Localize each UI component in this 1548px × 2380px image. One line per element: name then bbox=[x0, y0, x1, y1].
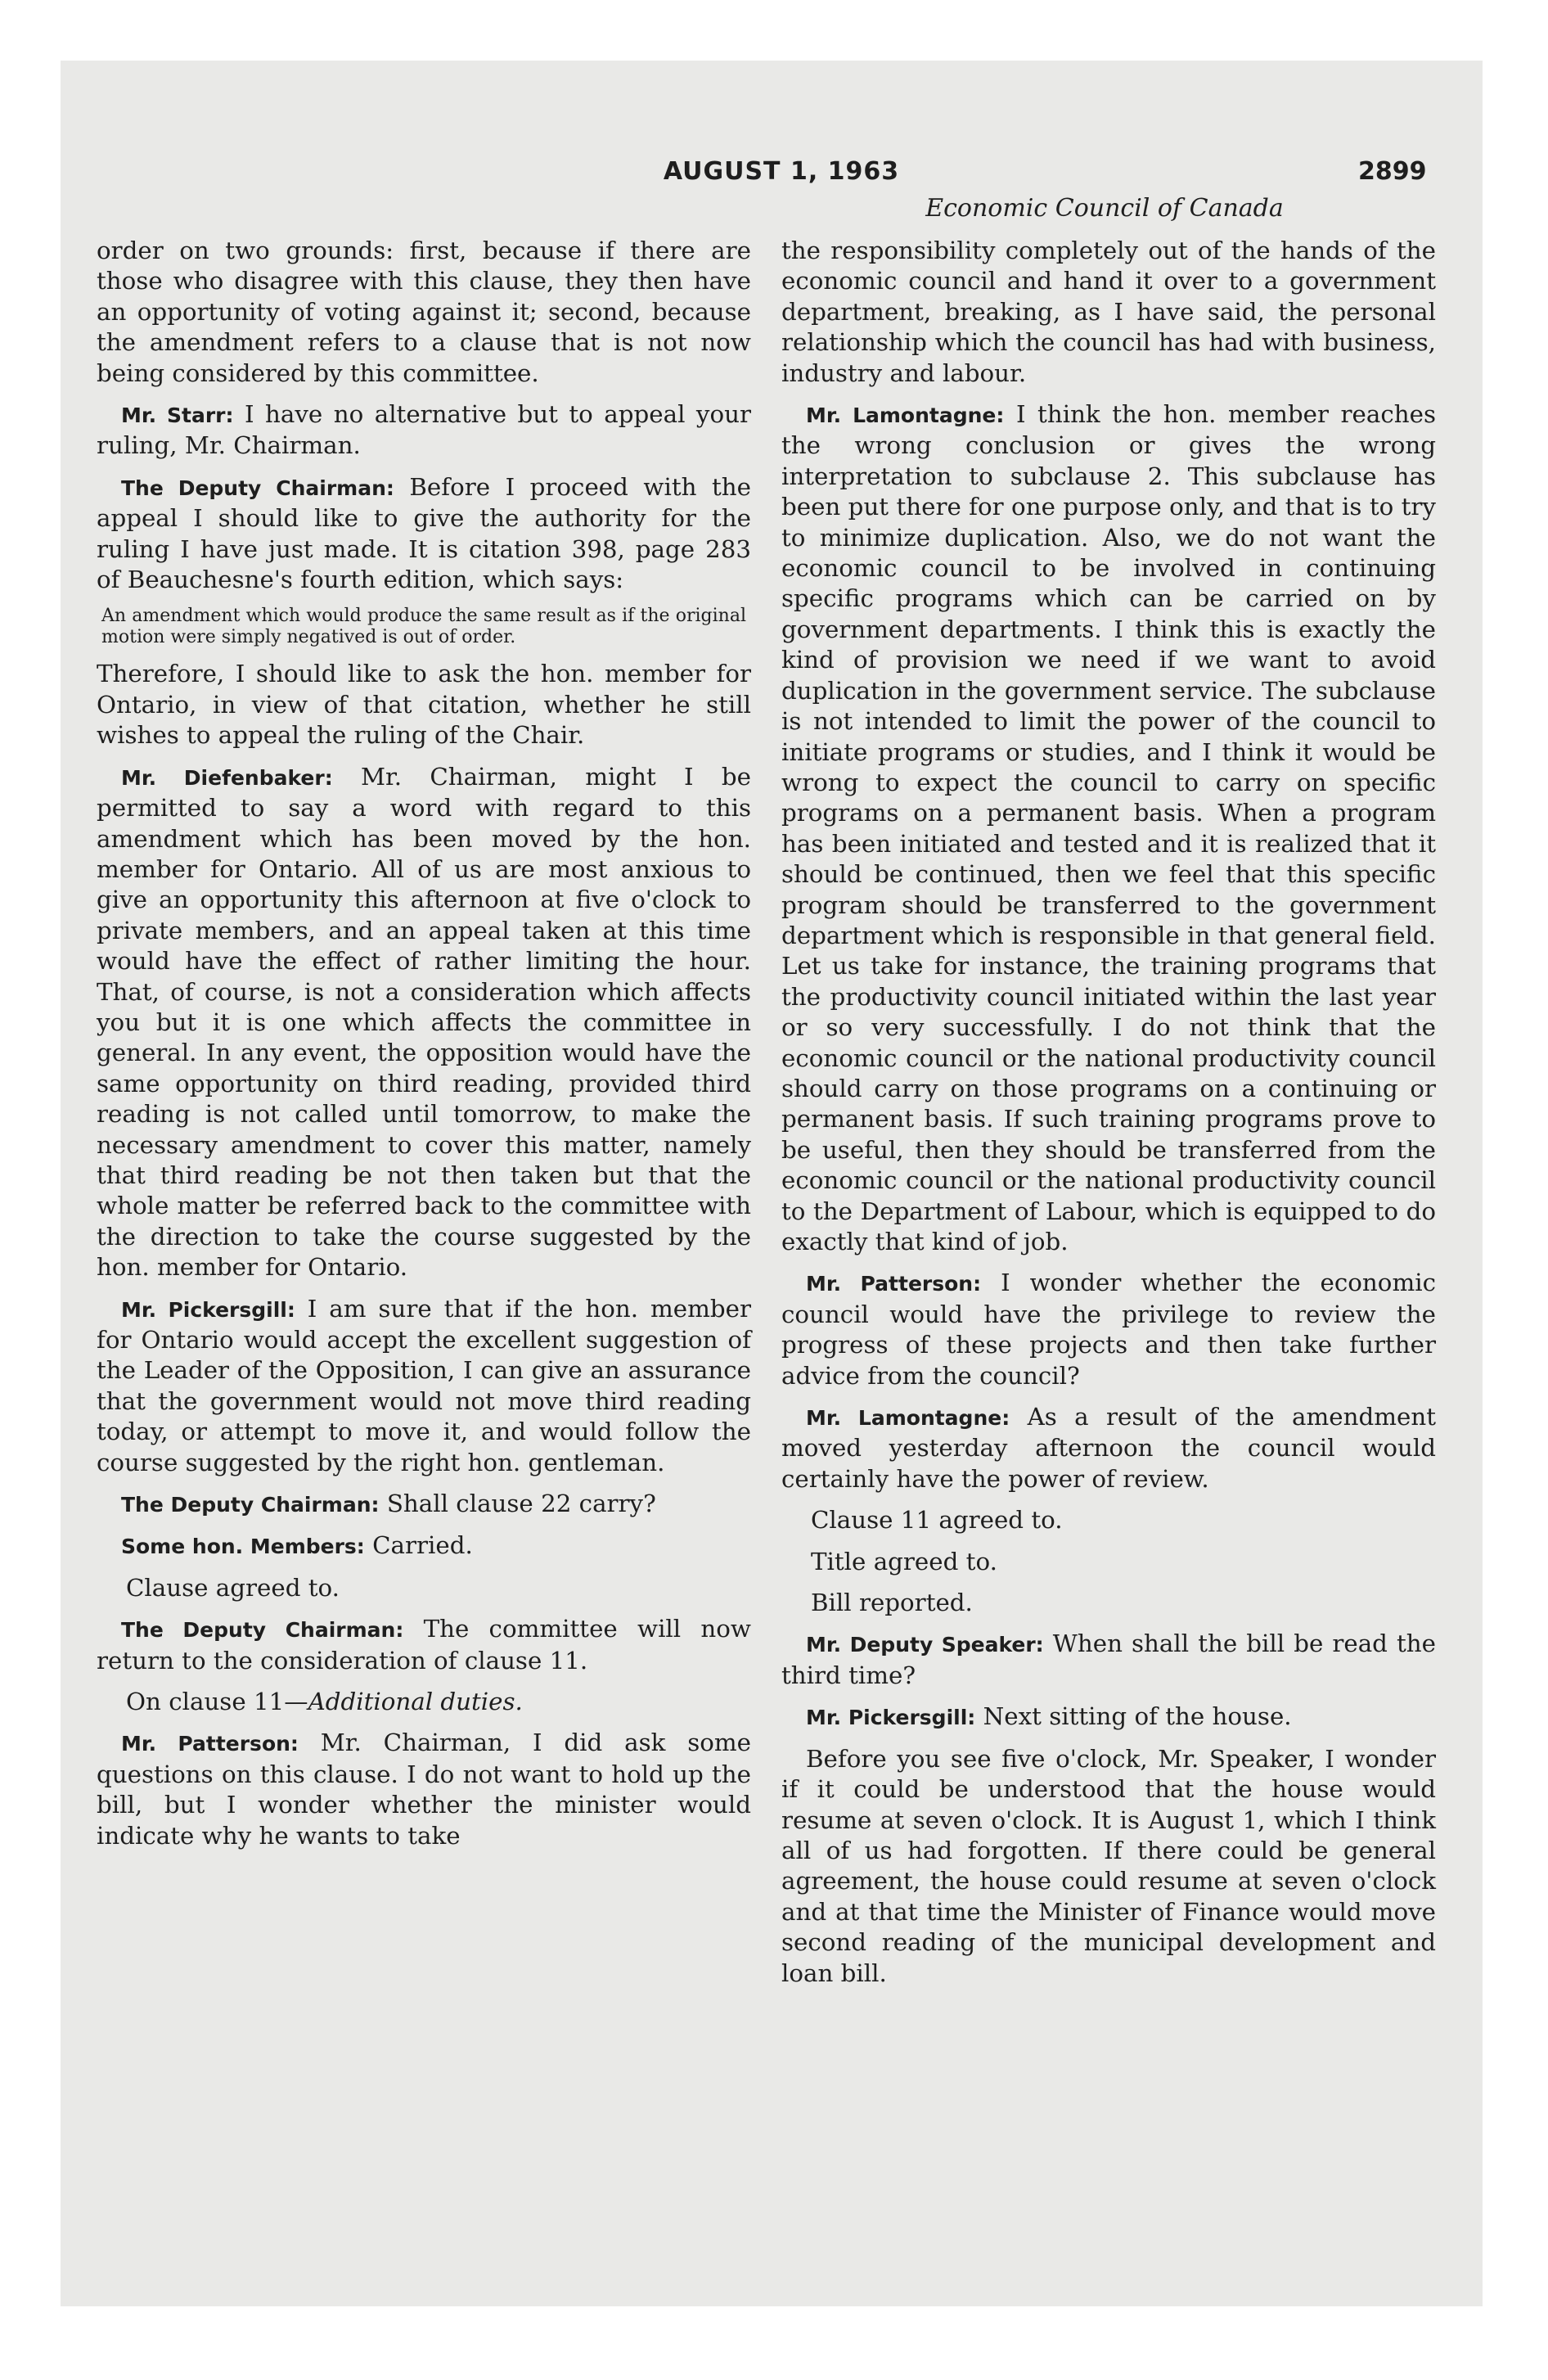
speaker-name: The Deputy Chairman: bbox=[121, 1618, 404, 1643]
procedural-line: Bill reported. bbox=[811, 1589, 973, 1617]
speech-deputy-chairman bbox=[97, 472, 751, 596]
speaker-name: Mr. Deputy Speaker: bbox=[806, 1633, 1044, 1657]
speech-text: Mr. Chairman, might I be permitted to say a word with regard to this amendment which has been moved by the hon. member for Ontario. All of us are most anxious to give an opportunity this afternoon at five o'clock to private members, and an appeal taken at this time would have the effect of rather limiting the hour. That, of course, is not a consideration which affects you but it is one which affects the committee in general. In any event, the opposition would have the same opportunity on third reading, provided third reading is not called until tomorrow, to make the necessary amendment to cover this matter, namely that third reading be not then taken but that the whole matter be referred back to the committee with the direction to take the course suggested by the hon. member for Ontario. bbox=[97, 762, 751, 1282]
speaker-name: Mr. Pickersgill: bbox=[121, 1297, 295, 1322]
procedural-line: Clause 11 agreed to. bbox=[811, 1506, 1063, 1535]
speech-pickersgill bbox=[781, 1702, 1436, 1733]
paragraph: Before you see five o'clock, Mr. Speaker, I wonder if it could be understood that the house would resume at seven o'clock. It is August 1, which I think all of us had forgotten. If there could be general agreement, the house could resume at seven o'clock and at that time the Minister of Finance would move second reading of the municipal development and loan bill. bbox=[781, 1744, 1436, 1987]
speech-deputy-speaker bbox=[781, 1629, 1436, 1691]
speech-text: Shall clause 22 carry? bbox=[386, 1490, 656, 1518]
speech-text: As a result of the amendment moved yesterday afternoon the council would certainly have the power of review. bbox=[781, 1403, 1436, 1493]
speech-text: I am sure that if the hon. member for Ontario would accept the excellent suggestion of the Leader of the Opposition, I can give an assurance that the government would not move third reading today, or attempt to move it, and would follow the course suggested by the right hon. gentleman. bbox=[97, 1294, 751, 1476]
speaker-name: Mr. Pickersgill: bbox=[806, 1706, 976, 1730]
speech-text: When shall the bill be read the third time? bbox=[781, 1629, 1436, 1689]
clause-prefix: On clause 11— bbox=[126, 1688, 308, 1716]
speaker-name: Mr. Patterson: bbox=[806, 1272, 982, 1296]
speaker-name: Some hon. Members: bbox=[121, 1535, 365, 1559]
speaker-name: Mr. Lamontagne: bbox=[806, 1406, 1010, 1431]
speech-text: I think the hon. member reaches the wrong conclusion or gives the wrong interpretation to subclause 2. This subclause has been put there for one purpose only, and that is to try to minimize duplication. Also, we do not want the economic council to be involved in continuing specific programs which can be carried on by government departments. I think this is exactly the kind of provision we need if we want to avoid duplication in the government service. The subclause is not intended to limit the power of the council to initiate programs or studies, and I think it would be wrong to expect the council to carry on specific programs on a permanent basis. When a program has been initiated and tested and it is realized that it should be continued, then we feel that this specific program should be transferred to the government department which is responsible in that general field. Let us take for instance, the training programs that the productivity council initiated within the last year or so very successfully. I do not think that the economic council or the national productivity council should carry on those programs on a continuing or permanent basis. If such training programs prove to be useful, then they should be transferred from the economic council or the national productivity council to the Department of Labour, which is equipped to do exactly that kind of job. bbox=[781, 400, 1436, 1255]
left-column bbox=[97, 236, 751, 1862]
clause-title: Additional duties. bbox=[308, 1688, 523, 1716]
speech-deputy-chairman bbox=[97, 1614, 751, 1676]
speech-text: Before I proceed with the appeal I should like to give the authority for the ruling I have just made. It is citation 398, page 283 of Beauchesne's fourth edition, which says: bbox=[97, 472, 751, 594]
speech-patterson bbox=[97, 1728, 751, 1851]
procedural-line: Title agreed to. bbox=[811, 1547, 997, 1575]
speech-text: The committee will now return to the consideration of clause 11. bbox=[97, 1615, 751, 1675]
speech-text: I wonder whether the economic council would have the privilege to review the progress of these projects and then take further advice from the council? bbox=[781, 1269, 1437, 1390]
speaker-name: Mr. Lamontagne: bbox=[806, 403, 1005, 428]
paragraph: order on two grounds: first, because if there are those who disagree with this clause, they then have an opportunity of voting against it; second, because the amendment refers to a clause that is not now being considered by this committee. bbox=[97, 237, 751, 387]
speaker-name: Mr. Starr: bbox=[121, 403, 234, 428]
procedural-line: Clause agreed to. bbox=[126, 1573, 340, 1602]
paragraph: the responsibility completely out of the hands of the economic council and hand it over to a government department, breaking, as I have said, the personal relationship which the council has had with business, industry and labour. bbox=[781, 237, 1436, 387]
speech-patterson bbox=[781, 1268, 1436, 1391]
speech-starr bbox=[97, 399, 751, 462]
speech-text: Mr. Chairman, I did ask some questions on this clause. I do not want to hold up the bill, but I wonder whether the minister would indicate why he wants to take bbox=[97, 1729, 751, 1850]
citation-quote: An amendment which would produce the same result as if the original motion were simply negatived is out of order. bbox=[101, 606, 746, 648]
speaker-name: The Deputy Chairman: bbox=[121, 476, 394, 500]
speech-pickersgill bbox=[97, 1294, 751, 1478]
speech-text: Carried. bbox=[372, 1531, 473, 1560]
speech-members bbox=[97, 1530, 751, 1562]
speaker-name: The Deputy Chairman: bbox=[121, 1493, 380, 1517]
speech-diefenbaker bbox=[97, 762, 751, 1283]
speech-text: I have no alternative but to appeal your ruling, Mr. Chairman. bbox=[97, 400, 751, 460]
right-column bbox=[781, 236, 1436, 1999]
paragraph: Therefore, I should like to ask the hon. member for Ontario, in view of that citation, whether he still wishes to appeal the ruling of the Chair. bbox=[97, 660, 751, 750]
clause-heading bbox=[126, 1687, 751, 1717]
speech-lamontagne bbox=[781, 399, 1436, 1257]
speaker-name: Mr. Patterson: bbox=[121, 1732, 299, 1756]
running-head-date: AUGUST 1, 1963 bbox=[663, 157, 900, 186]
speech-lamontagne bbox=[781, 1402, 1436, 1494]
speech-text: Next sitting of the house. bbox=[983, 1702, 1292, 1731]
speech-deputy-chairman bbox=[97, 1489, 751, 1520]
section-title: Economic Council of Canada bbox=[925, 194, 1284, 223]
speaker-name: Mr. Diefenbaker: bbox=[121, 765, 333, 790]
page-number: 2899 bbox=[1358, 157, 1427, 186]
